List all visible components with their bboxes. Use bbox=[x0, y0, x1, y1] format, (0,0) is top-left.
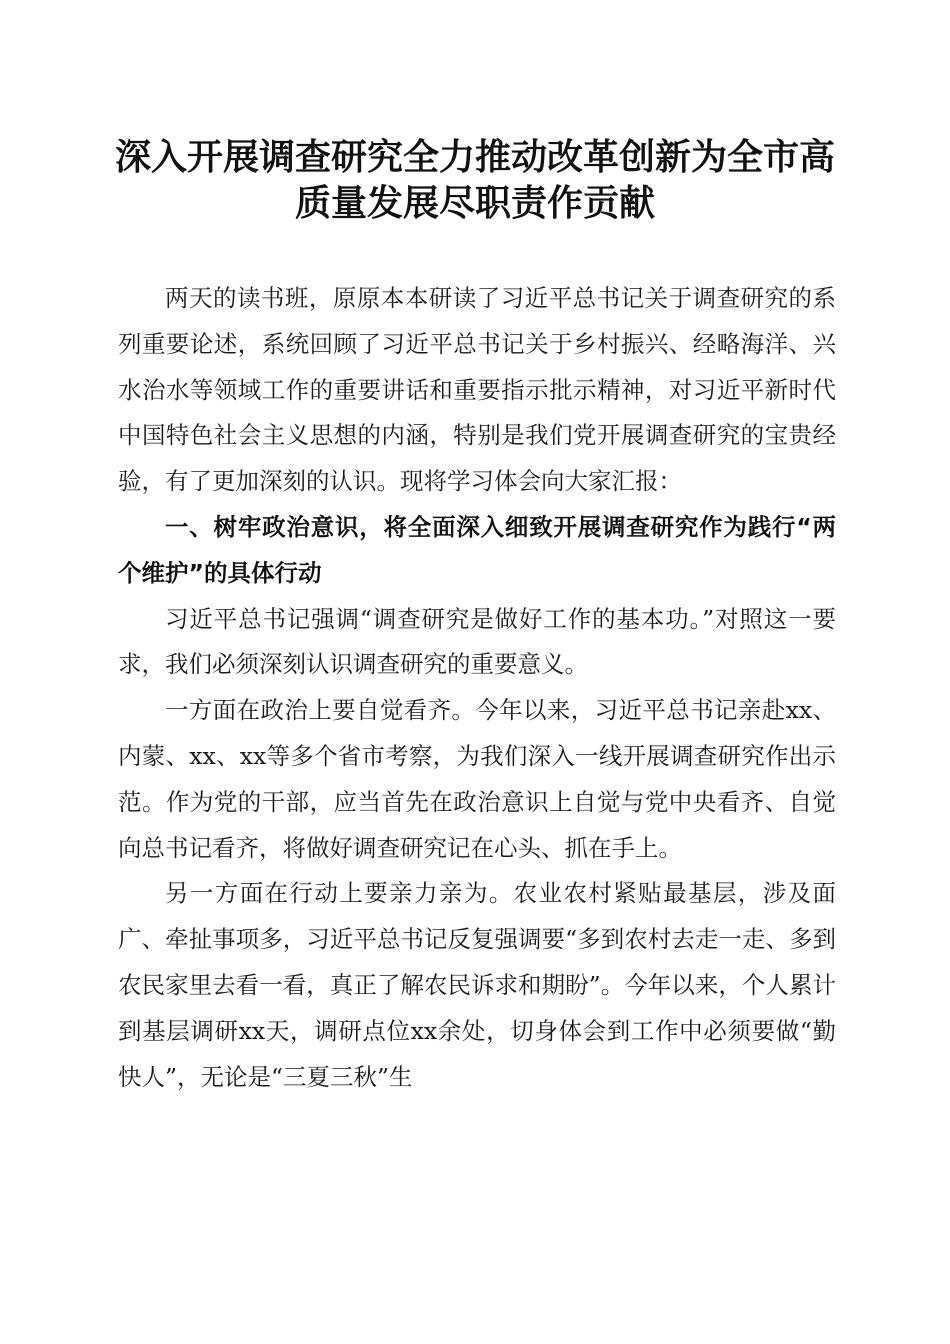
paragraph-action: 另一方面在行动上要亲力亲为。农业农村紧贴最基层，涉及面广、牵扯事项多，习近平总书记反复强调要“多到农村去走一走、多到农民家里去看一看，真正了解农民诉求和期盼”。今年以来，个人累计到基层调研xx天，调研点位xx余处，切身体会到工作中必须要做“勤快人”，无论是“三夏三秋”生 bbox=[118, 879, 836, 1091]
title-line-2: 质量发展尽职责作贡献 bbox=[294, 182, 655, 224]
document-title bbox=[100, 134, 850, 226]
paragraph-political: 一方面在政治上要自觉看齐。今年以来，习近平总书记亲赴xx、内蒙、xx、xx等多个省市考察，为我们深入一线开展调查研究作出示范。作为党的干部，应当首先在政治意识上自觉与党中央看齐、自觉向总书记看齐，将做好调查研究记在心头、抓在手上。 bbox=[118, 696, 836, 862]
document-body bbox=[118, 276, 836, 1100]
title-line-1: 深入开展调查研究全力推动改革创新为全市高 bbox=[114, 136, 835, 178]
paragraph-quote: 习近平总书记强调“调查研究是做好工作的基本功。”对照这一要求，我们必须深刻认识调查研究的重要意义。 bbox=[118, 604, 836, 679]
section-heading-1: 一、树牢政治意识，将全面深入细致开展调查研究作为践行“两个维护”的具体行动 bbox=[118, 512, 836, 587]
paragraph-intro: 两天的读书班，原原本本研读了习近平总书记关于调查研究的系列重要论述，系统回顾了习近平总书记关于乡村振兴、经略海洋、兴水治水等领域工作的重要讲话和重要指示批示精神，对习近平新时代中国特色社会主义思想的内涵，特别是我们党开展调查研究的宝贵经验，有了更加深刻的认识。现将学习体会向大家汇报： bbox=[118, 284, 836, 496]
